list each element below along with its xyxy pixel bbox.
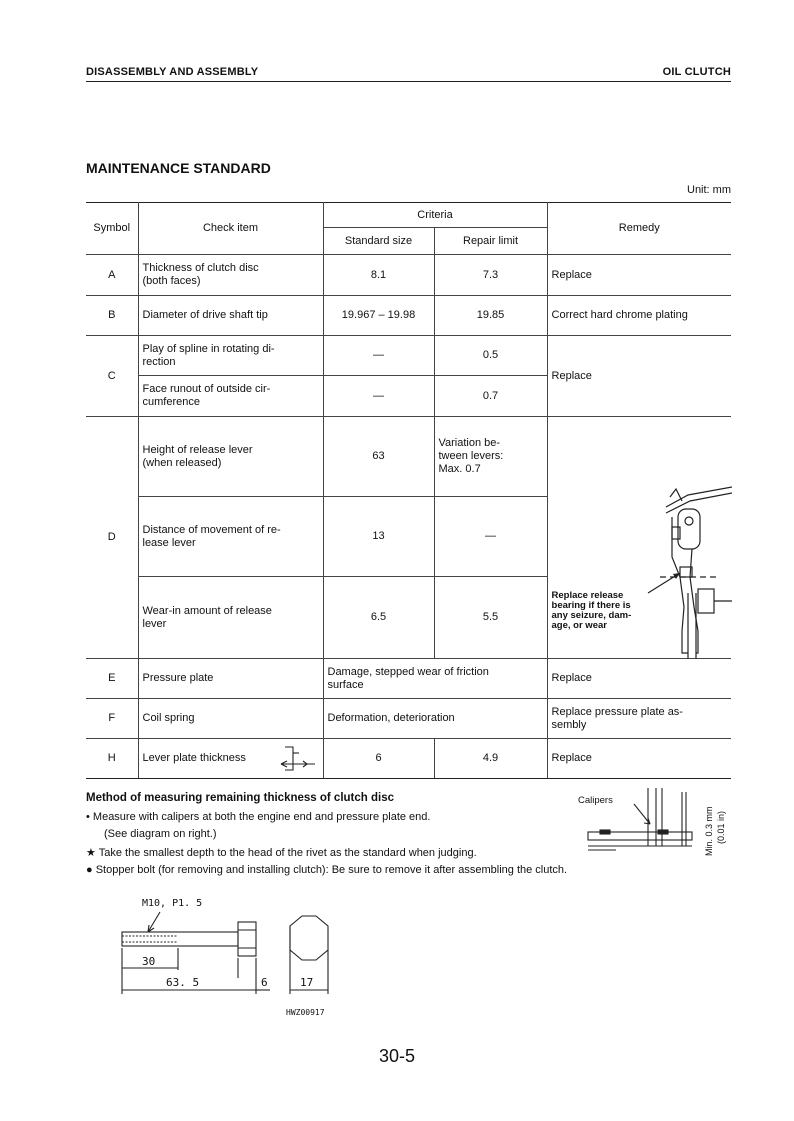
remedy-cell: Replace — [547, 255, 731, 296]
standard-size-cell: 6 — [323, 739, 434, 779]
standard-size-cell: 13 — [323, 497, 434, 577]
table-row — [86, 296, 731, 336]
remedy-header: Remedy — [547, 203, 731, 255]
table-row — [86, 659, 731, 699]
table-row — [86, 699, 731, 739]
method-bullet-1: • Measure with calipers at both the engine end and pressure plate end. — [86, 811, 431, 823]
section-header: DISASSEMBLY AND ASSEMBLY — [86, 66, 259, 78]
check-item-cell: Play of spline in rotating di- rection — [138, 336, 323, 376]
repair-limit-cell: 0.5 — [434, 336, 547, 376]
table-row — [86, 417, 731, 497]
method-bullet-1-note: (See diagram on right.) — [104, 828, 217, 840]
standard-size-cell: 6.5 — [323, 577, 434, 659]
bolt-dim-17: 17 — [300, 976, 314, 989]
symbol-header: Symbol — [86, 203, 138, 255]
remedy-cell: Replace — [547, 739, 731, 779]
min-thickness-label: Min. 0.3 mm — [704, 806, 714, 856]
criteria-cell: Damage, stepped wear of friction surface — [323, 659, 547, 699]
bolt-dim-6: 6 — [261, 976, 268, 989]
chapter-header: OIL CLUTCH — [662, 66, 731, 78]
check-item-cell: Diameter of drive shaft tip — [138, 296, 323, 336]
check-item-cell: Wear-in amount of release lever — [138, 577, 323, 659]
symbol-cell: E — [86, 659, 138, 699]
lever-plate-icon — [279, 744, 319, 774]
remedy-cell: Replace pressure plate as- sembly — [547, 699, 731, 739]
check-item-cell: Thickness of clutch disc (both faces) — [138, 255, 323, 296]
method-star-note: ★ Take the smallest depth to the head of the rivet as the standard when judging. — [86, 847, 477, 859]
symbol-cell: A — [86, 255, 138, 296]
repair-limit-cell: 7.3 — [434, 255, 547, 296]
criteria-cell: Deformation, deterioration — [323, 699, 547, 739]
release-bearing-note: Replace release bearing if there is any seizure, dam- age, or wear — [551, 590, 632, 631]
criteria-header: Criteria — [323, 203, 547, 228]
check-item-label: Lever plate thickness — [142, 752, 246, 765]
check-item-cell — [138, 739, 323, 779]
release-lever-diagram-cell — [547, 417, 731, 659]
symbol-cell: D — [86, 417, 138, 659]
standard-size-cell: — — [323, 336, 434, 376]
standard-size-cell: — — [323, 376, 434, 417]
table-row — [86, 336, 731, 376]
repair-limit-cell: 19.85 — [434, 296, 547, 336]
remedy-cell: Replace — [547, 336, 731, 417]
min-thickness-inch-label: (0.01 in) — [716, 810, 726, 844]
bolt-dim-30: 30 — [142, 955, 156, 968]
symbol-cell: C — [86, 336, 138, 417]
bolt-thread-label: M10, P1. 5 — [142, 898, 203, 909]
check-item-cell: Pressure plate — [138, 659, 323, 699]
check-item-cell: Height of release lever (when released) — [138, 417, 323, 497]
drawing-code: HWZ00917 — [286, 1008, 325, 1017]
standard-size-header: Standard size — [323, 228, 434, 255]
page-number: 30-5 — [378, 1046, 416, 1066]
symbol-cell: F — [86, 699, 138, 739]
check-item-cell: Face runout of outside cir- cumference — [138, 376, 323, 417]
repair-limit-cell: — — [434, 497, 547, 577]
remedy-cell: Correct hard chrome plating — [547, 296, 731, 336]
unit-label: Unit: mm — [687, 184, 731, 196]
check-item-cell: Coil spring — [138, 699, 323, 739]
calipers-label: Calipers — [578, 795, 613, 806]
repair-limit-cell: Variation be- tween levers: Max. 0.7 — [434, 417, 547, 497]
repair-limit-header: Repair limit — [434, 228, 547, 255]
repair-limit-cell: 5.5 — [434, 577, 547, 659]
symbol-cell: B — [86, 296, 138, 336]
standard-size-cell: 19.967 – 19.98 — [323, 296, 434, 336]
page-title: MAINTENANCE STANDARD — [86, 160, 271, 176]
standard-size-cell: 63 — [323, 417, 434, 497]
check-item-cell: Distance of movement of re- lease lever — [138, 497, 323, 577]
table-row — [86, 739, 731, 779]
symbol-cell: H — [86, 739, 138, 779]
maintenance-table — [86, 202, 731, 779]
bolt-dim-63-5: 63. 5 — [166, 976, 200, 989]
calipers-diagram — [586, 786, 696, 858]
method-stopper-note: ● Stopper bolt (for removing and installing clutch): Be sure to remove it after assembling the clutch. — [86, 864, 568, 876]
repair-limit-cell: 4.9 — [434, 739, 547, 779]
repair-limit-cell: 0.7 — [434, 376, 547, 417]
check-item-header: Check item — [138, 203, 323, 255]
remedy-cell: Replace — [547, 659, 731, 699]
standard-size-cell: 8.1 — [323, 255, 434, 296]
table-row — [86, 255, 731, 296]
method-title: Method of measuring remaining thickness of clutch disc — [86, 792, 394, 804]
header-rule — [86, 81, 731, 82]
